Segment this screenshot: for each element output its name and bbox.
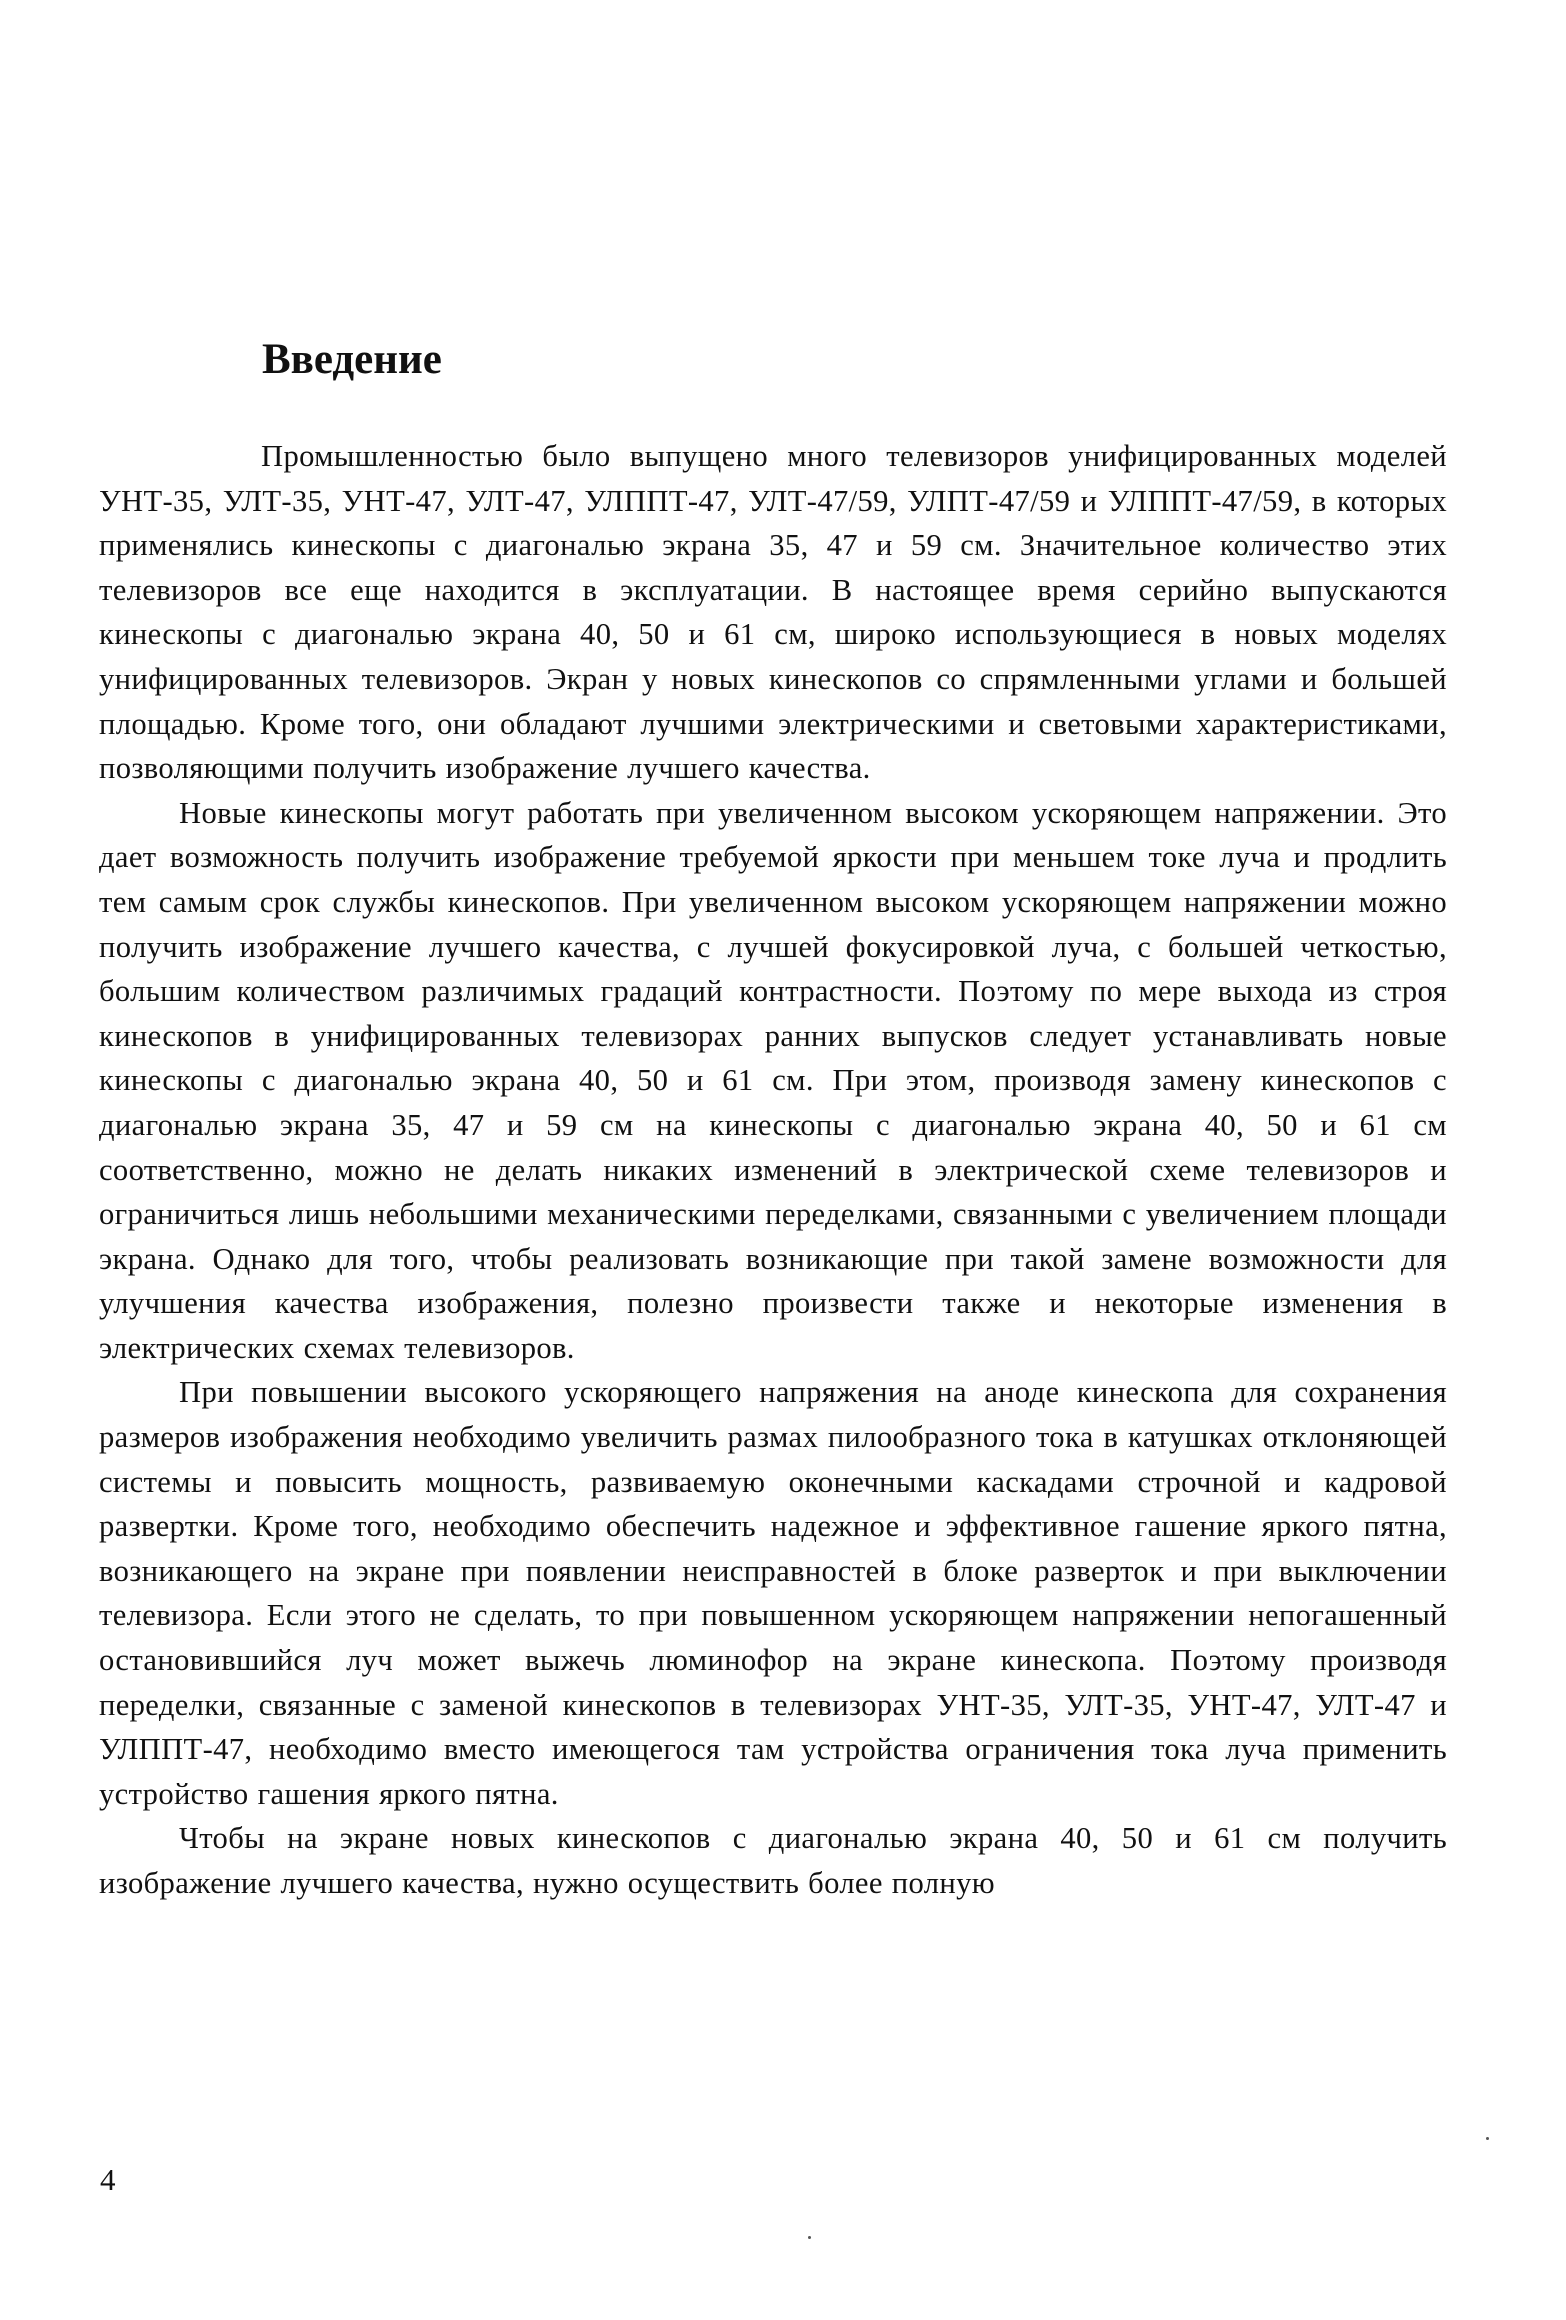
scan-speck — [808, 2236, 811, 2239]
body-text — [99, 434, 1447, 1906]
paragraph-2: Новые кинескопы могут работать при увеличенном высоком ускоряющем напряжении. Это дает возможность получить изображение требуемой яркости при меньшем токе луча и продлить тем самым срок службы кинескопов. При увеличенном высоком ускоряющем напряжении можно получить изображение лучшего качества, с лучшей фокусировкой луча, с большей четкостью, большим количеством различимых градаций контрастности. Поэтому по мере выхода из строя кинескопов в унифицированных телевизорах ранних выпусков следует устанавливать новые кинескопы с диагональю экрана 40, 50 и 61 см. При этом, производя замену кинескопов с диагональю экрана 35, 47 и 59 см на кинескопы с диагональю экрана 40, 50 и 61 см соответственно, можно не делать никаких изменений в электрической схеме телевизоров и ограничиться лишь небольшими механическими переделками, связанными с увеличением площади экрана. Однако для того, чтобы реализовать возникающие при такой замене возможности для улучшения качества изображения, полезно произвести также и некоторые изменения в электрических схемах телевизоров. — [99, 795, 1447, 1365]
paragraph-4: Чтобы на экране новых кинескопов с диагональю экрана 40, 50 и 61 см получить изображение лучшего качества, нужно осуществить более полную — [99, 1821, 1447, 1900]
page-number: 4 — [100, 2162, 116, 2197]
page-title: Введение — [262, 336, 442, 383]
scan-speck — [1486, 2137, 1489, 2140]
paragraph-1: Промышленностью было выпущено много телевизоров унифицированных моделей УНТ-35, УЛТ-35, УНТ-47, УЛТ-47, УЛППТ-47, УЛТ-47/59, УЛПТ-47/59 и УЛППТ-47/59, в которых применялись кинескопы с диагональю экрана 35, 47 и 59 см. Значительное количество этих телевизоров все еще находится в эксплуатации. В настоящее время серийно выпускаются кинескопы с диагональю экрана 40, 50 и 61 см, широко использующиеся в новых моделях унифицированных телевизоров. Экран у новых кинескопов со спрямленными углами и большей площадью. Кроме того, они обладают лучшими электрическими и световыми характеристиками, позволяющими получить изображение лучшего качества. — [99, 439, 1447, 786]
paragraph-3: При повышении высокого ускоряющего напряжения на аноде кинескопа для сохранения размеров изображения необходимо увеличить размах пилообразного тока в катушках отклоняющей системы и повысить мощность, развиваемую оконечными каскадами строчной и кадровой развертки. Кроме того, необходимо обеспечить надежное и эффективное гашение яркого пятна, возникающего на экране при появлении неисправностей в блоке разверток и при выключении телевизора. Если этого не сделать, то при повышенном ускоряющем напряжении непогашенный остановившийся луч может выжечь люминофор на экране кинескопа. Поэтому производя переделки, связанные с заменой кинескопов в телевизорах УНТ-35, УЛТ-35, УНТ-47, УЛТ-47 и УЛППТ-47, необходимо вместо имеющегося там устройства ограничения тока луча применить устройство гашения яркого пятна. — [99, 1375, 1447, 1811]
